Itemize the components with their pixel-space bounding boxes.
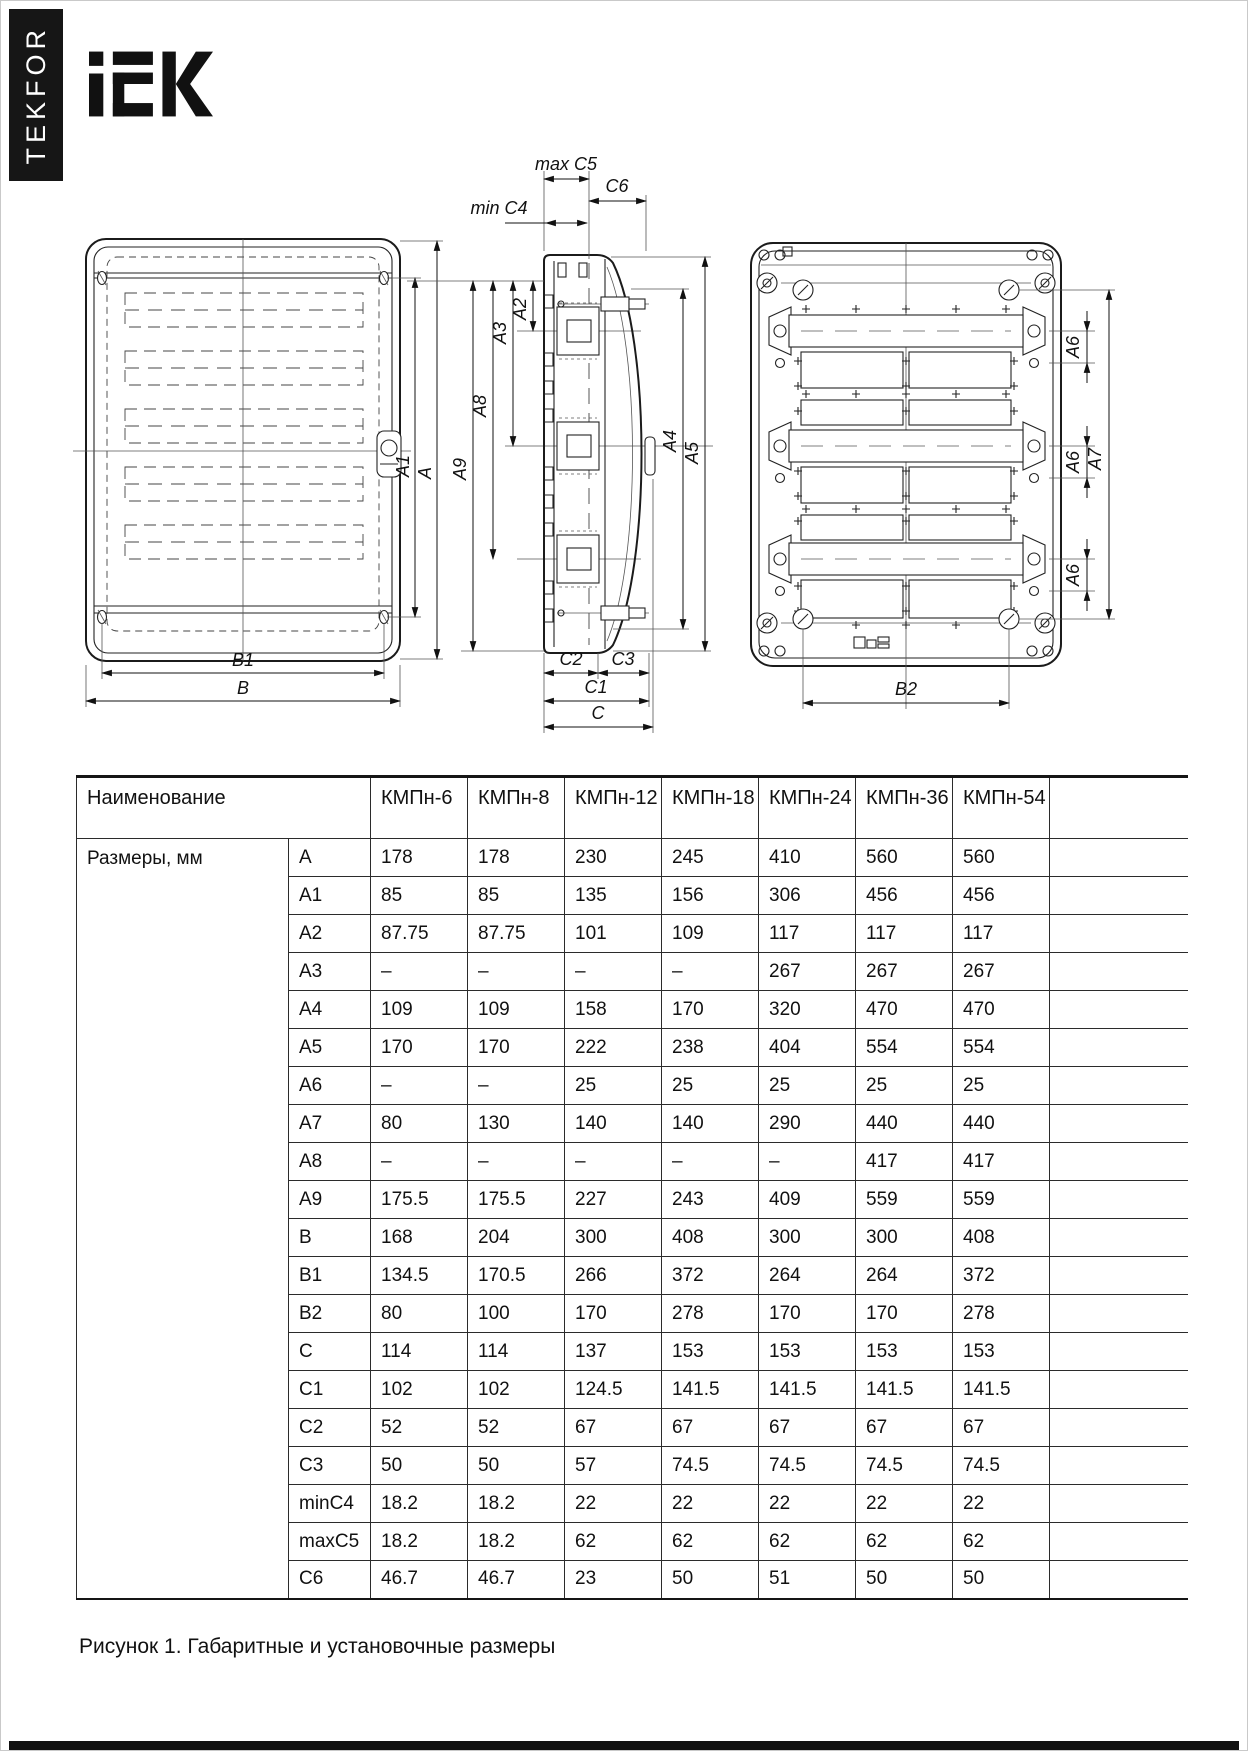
value-cell: 372	[953, 1257, 1050, 1295]
value-cell: 135	[565, 877, 662, 915]
value-cell: 158	[565, 991, 662, 1029]
din-rail	[769, 307, 1045, 596]
value-cell: 51	[759, 1561, 856, 1599]
table-row	[77, 839, 1188, 877]
value-cell: 417	[953, 1143, 1050, 1181]
value-cell: 170	[371, 1029, 468, 1067]
filler-cell	[1050, 1105, 1188, 1143]
value-cell: 470	[856, 991, 953, 1029]
dim-label-c1: C1	[584, 677, 608, 697]
value-cell: 74.5	[953, 1447, 1050, 1485]
value-cell: 243	[662, 1181, 759, 1219]
value-cell: 141.5	[856, 1371, 953, 1409]
door-handle-icon	[645, 437, 655, 475]
value-cell: 87.75	[371, 915, 468, 953]
value-cell: 52	[468, 1409, 565, 1447]
param-label: A3	[289, 953, 371, 991]
param-label: A8	[289, 1143, 371, 1181]
dim-label-b1: B1	[231, 650, 255, 670]
value-cell: 306	[759, 877, 856, 915]
value-cell: –	[662, 953, 759, 991]
value-cell: 62	[856, 1523, 953, 1561]
param-label: A5	[289, 1029, 371, 1067]
value-cell: 52	[371, 1409, 468, 1447]
value-cell: 440	[953, 1105, 1050, 1143]
value-cell: 417	[856, 1143, 953, 1181]
value-cell: 109	[371, 991, 468, 1029]
value-cell: 300	[856, 1219, 953, 1257]
value-cell: 456	[856, 877, 953, 915]
value-cell: 559	[856, 1181, 953, 1219]
filler-cell	[1050, 1181, 1188, 1219]
table-header-model: КМПн-8	[468, 777, 565, 839]
param-label: C1	[289, 1371, 371, 1409]
value-cell: 62	[662, 1523, 759, 1561]
value-cell: 85	[468, 877, 565, 915]
param-label: C2	[289, 1409, 371, 1447]
param-label: B2	[289, 1295, 371, 1333]
table-header-row	[77, 777, 1188, 839]
dimensions-table-body	[77, 839, 1188, 1599]
value-cell: 264	[759, 1257, 856, 1295]
value-cell: 101	[565, 915, 662, 953]
value-cell: 25	[856, 1067, 953, 1105]
param-label: B1	[289, 1257, 371, 1295]
value-cell: 18.2	[468, 1485, 565, 1523]
value-cell: 22	[565, 1485, 662, 1523]
value-cell: 140	[565, 1105, 662, 1143]
value-cell: 153	[856, 1333, 953, 1371]
value-cell: 25	[662, 1067, 759, 1105]
filler-cell	[1050, 1219, 1188, 1257]
value-cell: 114	[371, 1333, 468, 1371]
dim-label-c6: C6	[605, 176, 629, 196]
value-cell: 67	[759, 1409, 856, 1447]
value-cell: 67	[662, 1409, 759, 1447]
value-cell: 141.5	[759, 1371, 856, 1409]
param-label: A6	[289, 1067, 371, 1105]
value-cell: 50	[856, 1561, 953, 1599]
back-view	[751, 243, 1115, 709]
value-cell: 50	[662, 1561, 759, 1599]
dim-label-a6: A6	[1063, 450, 1083, 474]
value-cell: 67	[565, 1409, 662, 1447]
value-cell: 170.5	[468, 1257, 565, 1295]
value-cell: 290	[759, 1105, 856, 1143]
filler-cell	[1050, 839, 1188, 877]
brand-vertical-text: TEKFOR	[20, 25, 51, 165]
dimensions-table	[76, 775, 1188, 1600]
side-view	[407, 154, 713, 733]
value-cell: 46.7	[371, 1561, 468, 1599]
dim-label-a3: A3	[490, 321, 510, 345]
value-cell: 141.5	[953, 1371, 1050, 1409]
filler-cell	[1050, 953, 1188, 991]
value-cell: –	[759, 1143, 856, 1181]
dim-label-a5: A5	[682, 441, 702, 465]
value-cell: 137	[565, 1333, 662, 1371]
table-header-model: КМПн-6	[371, 777, 468, 839]
filler-cell	[1050, 1257, 1188, 1295]
value-cell: 117	[953, 915, 1050, 953]
value-cell: 67	[953, 1409, 1050, 1447]
param-label: A4	[289, 991, 371, 1029]
value-cell: 74.5	[759, 1447, 856, 1485]
value-cell: 109	[662, 915, 759, 953]
value-cell: 23	[565, 1561, 662, 1599]
filler-cell	[1050, 1485, 1188, 1523]
value-cell: 117	[759, 915, 856, 953]
value-cell: 170	[468, 1029, 565, 1067]
value-cell: 102	[468, 1371, 565, 1409]
param-label: C6	[289, 1561, 371, 1599]
value-cell: 300	[565, 1219, 662, 1257]
value-cell: 560	[856, 839, 953, 877]
value-cell: 267	[856, 953, 953, 991]
value-cell: 470	[953, 991, 1050, 1029]
dim-label-max-c5: max C5	[534, 154, 598, 174]
dim-label-b: B	[236, 678, 250, 698]
value-cell: 227	[565, 1181, 662, 1219]
value-cell: 554	[953, 1029, 1050, 1067]
technical-drawing	[1, 1, 1248, 771]
value-cell: 230	[565, 839, 662, 877]
value-cell: 409	[759, 1181, 856, 1219]
value-cell: 178	[371, 839, 468, 877]
param-label: A2	[289, 915, 371, 953]
value-cell: 278	[953, 1295, 1050, 1333]
value-cell: 22	[759, 1485, 856, 1523]
value-cell: 408	[953, 1219, 1050, 1257]
value-cell: 404	[759, 1029, 856, 1067]
dim-label-a6: A6	[1063, 563, 1083, 587]
value-cell: 102	[371, 1371, 468, 1409]
param-label: A1	[289, 877, 371, 915]
filler-cell	[1050, 1029, 1188, 1067]
value-cell: 153	[662, 1333, 759, 1371]
filler-cell	[1050, 1561, 1188, 1599]
dim-label-a4: A4	[660, 429, 680, 453]
table-header-model: КМПн-12	[565, 777, 662, 839]
value-cell: –	[468, 1067, 565, 1105]
value-cell: 408	[662, 1219, 759, 1257]
value-cell: –	[468, 953, 565, 991]
value-cell: 170	[565, 1295, 662, 1333]
dim-label-c: C	[591, 703, 605, 723]
dim-label-a8: A8	[470, 394, 490, 418]
value-cell: 266	[565, 1257, 662, 1295]
value-cell: 25	[953, 1067, 1050, 1105]
value-cell: –	[371, 1143, 468, 1181]
value-cell: 554	[856, 1029, 953, 1067]
filler-cell	[1050, 1067, 1188, 1105]
dim-label-min-c4: min C4	[470, 198, 528, 218]
value-cell: 456	[953, 877, 1050, 915]
dim-label-a7: A7	[1085, 447, 1105, 471]
value-cell: –	[565, 953, 662, 991]
value-cell: –	[371, 1067, 468, 1105]
dim-label-c3: C3	[611, 649, 635, 669]
param-label: C3	[289, 1447, 371, 1485]
row-group-label: Размеры, мм	[77, 839, 289, 1599]
param-label: minC4	[289, 1485, 371, 1523]
param-label: A9	[289, 1181, 371, 1219]
filler-cell	[1050, 915, 1188, 953]
marking-plate-icon	[854, 637, 889, 648]
value-cell: –	[662, 1143, 759, 1181]
value-cell: 267	[759, 953, 856, 991]
value-cell: 134.5	[371, 1257, 468, 1295]
param-label: C	[289, 1333, 371, 1371]
value-cell: 560	[953, 839, 1050, 877]
value-cell: 18.2	[371, 1485, 468, 1523]
value-cell: 67	[856, 1409, 953, 1447]
value-cell: 178	[468, 839, 565, 877]
value-cell: 440	[856, 1105, 953, 1143]
table-header-model: КМПн-36	[856, 777, 953, 839]
value-cell: 320	[759, 991, 856, 1029]
value-cell: –	[371, 953, 468, 991]
value-cell: 170	[856, 1295, 953, 1333]
table-header-filler	[1050, 777, 1188, 839]
filler-cell	[1050, 1143, 1188, 1181]
dim-label-c2: C2	[559, 649, 583, 669]
value-cell: 175.5	[468, 1181, 565, 1219]
value-cell: 22	[662, 1485, 759, 1523]
param-label: A7	[289, 1105, 371, 1143]
value-cell: –	[468, 1143, 565, 1181]
filler-cell	[1050, 1333, 1188, 1371]
value-cell: 46.7	[468, 1561, 565, 1599]
value-cell: 267	[953, 953, 1050, 991]
dim-label-a6: A6	[1063, 335, 1083, 359]
dim-label-a9: A9	[450, 457, 470, 481]
filler-cell	[1050, 877, 1188, 915]
value-cell: 62	[759, 1523, 856, 1561]
value-cell: 141.5	[662, 1371, 759, 1409]
din-rail-profile-icon	[557, 303, 599, 587]
value-cell: 559	[953, 1181, 1050, 1219]
dim-label-b2: B2	[894, 679, 918, 699]
value-cell: 25	[565, 1067, 662, 1105]
value-cell: 50	[953, 1561, 1050, 1599]
value-cell: 22	[856, 1485, 953, 1523]
value-cell: 153	[759, 1333, 856, 1371]
value-cell: 74.5	[856, 1447, 953, 1485]
value-cell: 18.2	[468, 1523, 565, 1561]
table-header-name: Наименование	[77, 777, 371, 839]
table-header-model: КМПн-54	[953, 777, 1050, 839]
dim-label-a: A	[415, 466, 435, 480]
dim-label-a2: A2	[510, 297, 530, 321]
value-cell: –	[565, 1143, 662, 1181]
value-cell: 238	[662, 1029, 759, 1067]
param-label: maxC5	[289, 1523, 371, 1561]
value-cell: 372	[662, 1257, 759, 1295]
value-cell: 168	[371, 1219, 468, 1257]
value-cell: 25	[759, 1067, 856, 1105]
value-cell: 80	[371, 1105, 468, 1143]
dim-label-a1: A1	[393, 454, 413, 478]
value-cell: 80	[371, 1295, 468, 1333]
value-cell: 410	[759, 839, 856, 877]
figure-caption: Рисунок 1. Габаритные и установочные размеры	[79, 1635, 556, 1658]
filler-cell	[1050, 1409, 1188, 1447]
value-cell: 62	[953, 1523, 1050, 1561]
value-cell: 100	[468, 1295, 565, 1333]
filler-cell	[1050, 1295, 1188, 1333]
filler-cell	[1050, 991, 1188, 1029]
value-cell: 18.2	[371, 1523, 468, 1561]
value-cell: 22	[953, 1485, 1050, 1523]
filler-cell	[1050, 1371, 1188, 1409]
param-label: A	[289, 839, 371, 877]
value-cell: 109	[468, 991, 565, 1029]
value-cell: 170	[759, 1295, 856, 1333]
value-cell: 264	[856, 1257, 953, 1295]
param-label: B	[289, 1219, 371, 1257]
dimensions-table-wrap	[76, 775, 1187, 1600]
value-cell: 50	[371, 1447, 468, 1485]
front-view	[73, 239, 443, 707]
filler-cell	[1050, 1447, 1188, 1485]
value-cell: 300	[759, 1219, 856, 1257]
value-cell: 170	[662, 991, 759, 1029]
value-cell: 124.5	[565, 1371, 662, 1409]
value-cell: 50	[468, 1447, 565, 1485]
table-header-model: КМПн-18	[662, 777, 759, 839]
value-cell: 85	[371, 877, 468, 915]
value-cell: 117	[856, 915, 953, 953]
value-cell: 204	[468, 1219, 565, 1257]
table-header-model: КМПн-24	[759, 777, 856, 839]
value-cell: 87.75	[468, 915, 565, 953]
value-cell: 130	[468, 1105, 565, 1143]
value-cell: 62	[565, 1523, 662, 1561]
bottom-bar	[9, 1741, 1239, 1750]
value-cell: 57	[565, 1447, 662, 1485]
value-cell: 156	[662, 877, 759, 915]
value-cell: 245	[662, 839, 759, 877]
value-cell: 222	[565, 1029, 662, 1067]
value-cell: 153	[953, 1333, 1050, 1371]
value-cell: 74.5	[662, 1447, 759, 1485]
value-cell: 140	[662, 1105, 759, 1143]
filler-cell	[1050, 1523, 1188, 1561]
value-cell: 175.5	[371, 1181, 468, 1219]
value-cell: 278	[662, 1295, 759, 1333]
value-cell: 114	[468, 1333, 565, 1371]
